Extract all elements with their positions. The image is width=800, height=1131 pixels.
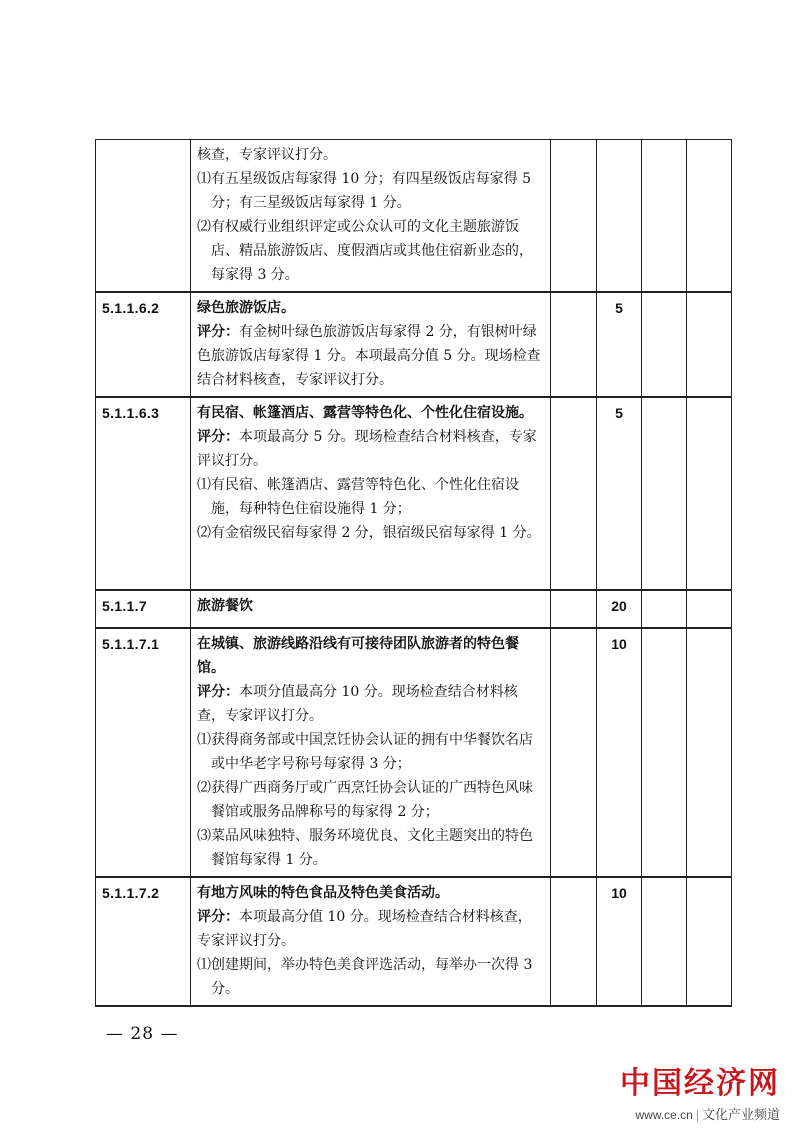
score-text: 本项最高分值 10 分。现场检查结合材料核查，专家评议打分。: [197, 909, 532, 949]
score-rule: [197, 320, 544, 392]
score-text: 本项分值最高分 10 分。现场检查结合材料核查，专家评议打分。: [197, 684, 518, 724]
table-row: [96, 590, 732, 628]
table-row: [96, 397, 732, 590]
item-number: 5.1.1.6.2: [96, 292, 191, 397]
item-title: 绿色旅游饭店。: [197, 300, 295, 316]
item-title: 有地方风味的特色食品及特色美食活动。: [197, 885, 449, 901]
empty-cell: [642, 397, 687, 590]
item-content: [191, 292, 551, 397]
empty-cell: [687, 628, 732, 877]
score-rule: [197, 680, 544, 728]
item-points: 5: [597, 397, 642, 590]
empty-cell: [642, 292, 687, 397]
empty-cell: [642, 877, 687, 1006]
score-label: 评分：: [197, 429, 239, 445]
item-number: 5.1.1.7.1: [96, 628, 191, 877]
table-row: [96, 877, 732, 1006]
criteria-line: ⑵有金宿级民宿每家得 2 分，银宿级民宿每家得 1 分。: [197, 525, 541, 541]
item-points: 20: [597, 590, 642, 628]
table-row: [96, 628, 732, 877]
score-text: 本项最高分 5 分。现场检查结合材料核查，专家评议打分。: [197, 429, 537, 469]
watermark: [620, 1066, 780, 1123]
table-row: [96, 292, 732, 397]
criteria-line: ⑵有权威行业组织评定或公众认可的文化主题旅游饭店、精品旅游饭店、度假酒店或其他住宿新业态的，每家得 3 分。: [197, 219, 533, 283]
item-title: 有民宿、帐篷酒店、露营等特色化、个性化住宿设施。: [197, 405, 533, 421]
item-content: [191, 140, 551, 293]
score-rule: [197, 425, 544, 473]
item-number: 5.1.1.7.2: [96, 877, 191, 1006]
empty-cell: [687, 397, 732, 590]
criteria-line: ⑴有民宿、帐篷酒店、露营等特色化、个性化住宿设施，每种特色住宿设施得 1 分；: [197, 477, 519, 517]
watermark-channel: 文化产业频道: [701, 1108, 780, 1123]
empty-cell: [642, 140, 687, 293]
empty-cell: [551, 590, 597, 628]
empty-cell: [551, 292, 597, 397]
table-row: [96, 140, 732, 293]
criteria-line: ⑶菜品风味独特、服务环境优良、文化主题突出的特色餐馆每家得 1 分。: [197, 828, 533, 868]
item-content: [191, 590, 551, 628]
criteria-line: ⑴获得商务部或中国烹饪协会认证的拥有中华餐饮名店或中华老字号称号每家得 3 分；: [197, 732, 533, 772]
empty-cell: [551, 628, 597, 877]
score-label: 评分：: [197, 324, 239, 340]
item-points: 10: [597, 628, 642, 877]
empty-cell: [687, 590, 732, 628]
item-title: 旅游餐饮: [197, 598, 253, 614]
criteria-line: ⑴有五星级饭店每家得 10 分；有四星级饭店每家得 5 分；有三星级饭店每家得 1 分。: [197, 171, 532, 211]
empty-cell: [551, 877, 597, 1006]
item-title: 在城镇、旅游线路沿线有可接待团队旅游者的特色餐馆。: [197, 636, 519, 676]
scoring-table: [95, 139, 732, 1007]
criteria-line: ⑴创建期间，举办特色美食评选活动，每举办一次得 3 分。: [197, 957, 533, 997]
score-text: 有金树叶绿色旅游饭店每家得 2 分，有银树叶绿色旅游饭店每家得 1 分。本项最高分值 5 分。现场检查结合材料核查，专家评议打分。: [197, 324, 541, 388]
empty-cell: [551, 140, 597, 293]
item-content: [191, 397, 551, 590]
item-points: [597, 140, 642, 293]
score-label: 评分：: [197, 684, 239, 700]
watermark-url: www.ce.cn: [635, 1108, 693, 1122]
item-number: 5.1.1.6.3: [96, 397, 191, 590]
empty-cell: [551, 397, 597, 590]
item-points: 10: [597, 877, 642, 1006]
empty-cell: [687, 140, 732, 293]
item-points: 5: [597, 292, 642, 397]
empty-cell: [687, 877, 732, 1006]
watermark-caption: www.ce.cn | 文化产业频道: [635, 1108, 780, 1123]
criteria-line: ⑵获得广西商务厅或广西烹饪协会认证的广西特色风味餐馆或服务品牌称号的每家得 2 分；: [197, 780, 533, 820]
score-label: 评分：: [197, 909, 239, 925]
score-rule: [197, 905, 544, 953]
item-number: 5.1.1.7: [96, 590, 191, 628]
empty-cell: [642, 628, 687, 877]
empty-cell: [687, 292, 732, 397]
criteria-line: 核查，专家评议打分。: [197, 147, 337, 163]
empty-cell: [642, 590, 687, 628]
item-number: [96, 140, 191, 293]
item-content: [191, 877, 551, 1006]
site-logo: 中国经济网: [620, 1066, 780, 1101]
item-content: [191, 628, 551, 877]
page-number: — 28 —: [106, 1024, 179, 1044]
